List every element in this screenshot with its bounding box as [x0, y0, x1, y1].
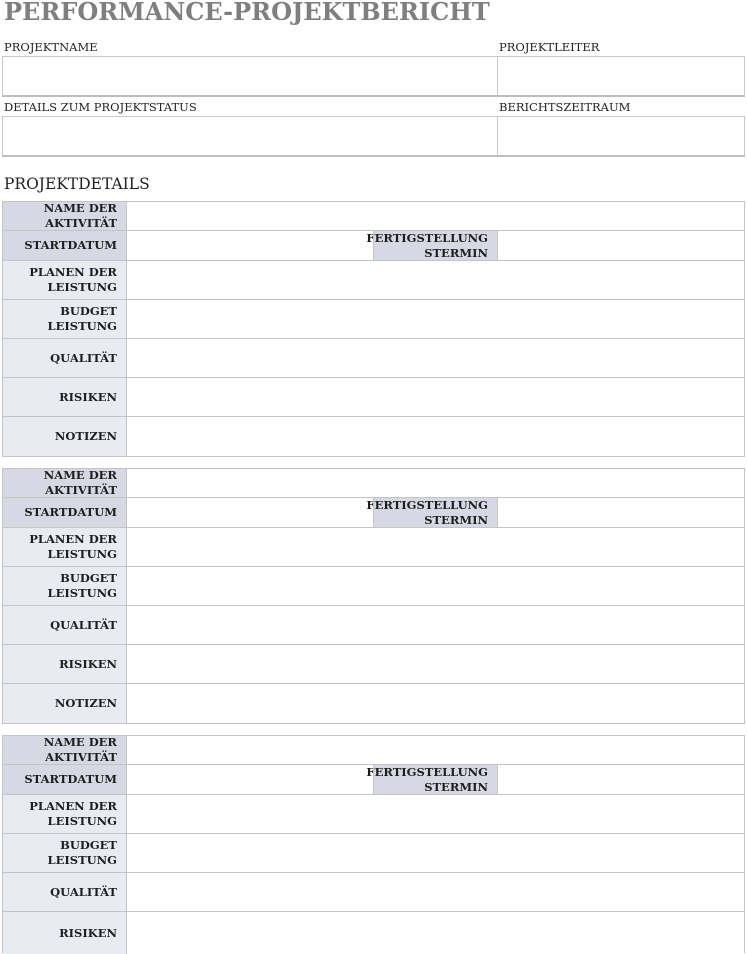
column-divider [373, 498, 374, 527]
row-divider [3, 260, 744, 261]
section-title: PROJEKTDETAILS [4, 175, 150, 193]
column-divider [126, 202, 127, 456]
completion-date-field[interactable] [498, 765, 744, 794]
completion-date-field[interactable] [498, 498, 744, 527]
project-name-label: PROJEKTNAME [4, 40, 98, 54]
project-lead-label: PROJEKTLEITER [499, 40, 600, 54]
row-divider [3, 605, 744, 606]
project-name-field[interactable] [2, 56, 498, 97]
quality-label: QUALITÄT [3, 339, 127, 377]
completion-date-label: FERTIGSTELLUNG STERMIN [374, 765, 498, 794]
budget-performance-label: BUDGET LEISTUNG [3, 567, 127, 605]
notes-field[interactable] [127, 417, 744, 456]
column-divider [373, 765, 374, 794]
risks-field[interactable] [127, 378, 744, 416]
performance-planning-label: PLANEN DER LEISTUNG [3, 261, 127, 299]
report-period-label: BERICHTSZEITRAUM [499, 100, 631, 114]
start-date-label: STARTDATUM [3, 231, 127, 260]
start-date-field[interactable] [127, 231, 374, 260]
risks-field[interactable] [127, 912, 744, 954]
performance-planning-label: PLANEN DER LEISTUNG [3, 528, 127, 566]
column-divider [497, 765, 498, 794]
notes-label: NOTIZEN [3, 417, 127, 456]
budget-performance-field[interactable] [127, 567, 744, 605]
activity-name-field[interactable] [127, 469, 744, 497]
quality-field[interactable] [127, 606, 744, 644]
status-details-label: DETAILS ZUM PROJEKTSTATUS [4, 100, 197, 114]
risks-field[interactable] [127, 645, 744, 683]
budget-performance-field[interactable] [127, 834, 744, 872]
row-divider [3, 566, 744, 567]
quality-label: QUALITÄT [3, 873, 127, 911]
row-divider [3, 683, 744, 684]
activity-name-label: NAME DER AKTIVITÄT [3, 736, 127, 764]
project-detail-block-2 [2, 468, 745, 724]
budget-performance-label: BUDGET LEISTUNG [3, 300, 127, 338]
start-date-label: STARTDATUM [3, 765, 127, 794]
column-divider [497, 498, 498, 527]
row-divider [3, 377, 744, 378]
start-date-label: STARTDATUM [3, 498, 127, 527]
performance-planning-field[interactable] [127, 528, 744, 566]
notes-field[interactable] [127, 684, 744, 723]
project-detail-block-3 [2, 735, 745, 953]
risks-label: RISIKEN [3, 378, 127, 416]
row-divider [3, 833, 744, 834]
budget-performance-field[interactable] [127, 300, 744, 338]
risks-label: RISIKEN [3, 645, 127, 683]
row-divider [3, 644, 744, 645]
quality-field[interactable] [127, 873, 744, 911]
report-period-field[interactable] [497, 116, 745, 157]
activity-name-field[interactable] [127, 202, 744, 230]
row-divider [3, 527, 744, 528]
performance-planning-field[interactable] [127, 795, 744, 833]
status-details-field[interactable] [2, 116, 498, 157]
project-lead-field[interactable] [497, 56, 745, 97]
completion-date-label: FERTIGSTELLUNG STERMIN [374, 231, 498, 260]
start-date-field[interactable] [127, 498, 374, 527]
completion-date-field[interactable] [498, 231, 744, 260]
quality-label: QUALITÄT [3, 606, 127, 644]
activity-name-field[interactable] [127, 736, 744, 764]
column-divider [373, 231, 374, 260]
completion-date-label: FERTIGSTELLUNG STERMIN [374, 498, 498, 527]
risks-label: RISIKEN [3, 912, 127, 954]
project-detail-block-1 [2, 201, 745, 457]
column-divider [126, 736, 127, 954]
column-divider [497, 231, 498, 260]
notes-label: NOTIZEN [3, 684, 127, 723]
row-divider [3, 794, 744, 795]
row-divider [3, 299, 744, 300]
activity-name-label: NAME DER AKTIVITÄT [3, 202, 127, 230]
row-divider [3, 872, 744, 873]
performance-planning-label: PLANEN DER LEISTUNG [3, 795, 127, 833]
row-divider [3, 338, 744, 339]
budget-performance-label: BUDGET LEISTUNG [3, 834, 127, 872]
row-divider [3, 911, 744, 912]
performance-planning-field[interactable] [127, 261, 744, 299]
quality-field[interactable] [127, 339, 744, 377]
row-divider [3, 416, 744, 417]
column-divider [126, 469, 127, 723]
start-date-field[interactable] [127, 765, 374, 794]
page-title: PERFORMANCE-PROJEKTBERICHT [4, 0, 490, 26]
activity-name-label: NAME DER AKTIVITÄT [3, 469, 127, 497]
